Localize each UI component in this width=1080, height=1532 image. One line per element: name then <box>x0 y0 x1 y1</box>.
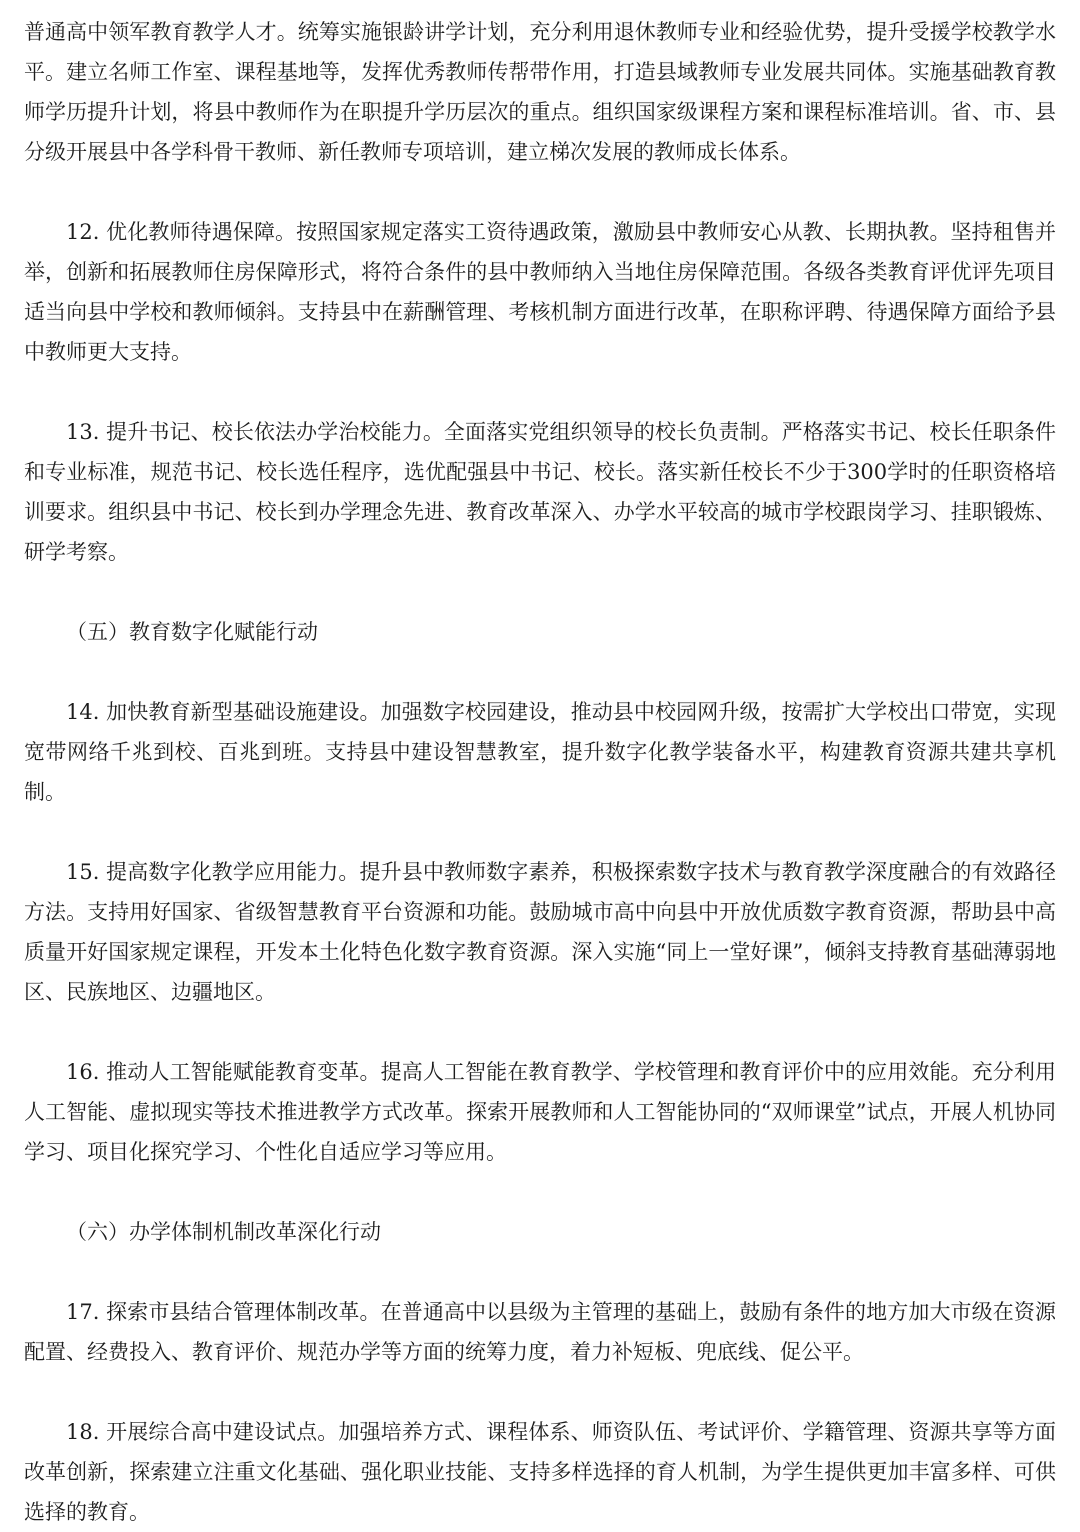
paragraph-item-16: 16. 推动人工智能赋能教育变革。提高人工智能在教育教学、学校管理和教育评价中的应用效能。充分利用人工智能、虚拟现实等技术推进教学方式改革。探索开展教师和人工智能协同的“双师课堂”试点，开展人机协同学习、项目化探究学习、个性化自适应学习等应用。 <box>24 1060 1056 1164</box>
paragraph-gap <box>24 572 1056 612</box>
paragraph-gap <box>24 1012 1056 1052</box>
paragraph-item-15: 15. 提高数字化教学应用能力。提升县中教师数字素养，积极探索数字技术与教育教学深度融合的有效路径方法。支持用好国家、省级智慧教育平台资源和功能。鼓励城市高中向县中开放优质数字教育资源，帮助县中高质量开好国家规定课程，开发本土化特色化数字教育资源。深入实施“同上一堂好课”，倾斜支持教育基础薄弱地区、民族地区、边疆地区。 <box>24 860 1056 1004</box>
paragraph-item-17: 17. 探索市县结合管理体制改革。在普通高中以县级为主管理的基础上，鼓励有条件的地方加大市级在资源配置、经费投入、教育评价、规范办学等方面的统筹力度，着力补短板、兜底线、促公平。 <box>24 1300 1056 1364</box>
paragraph-item-18: 18. 开展综合高中建设试点。加强培养方式、课程体系、师资队伍、考试评价、学籍管理、资源共享等方面改革创新，探索建立注重文化基础、强化职业技能、支持多样选择的育人机制，为学生提供更加丰富多样、可供选择的教育。 <box>24 1420 1056 1524</box>
top-spacer <box>24 0 1056 12</box>
paragraph-item-12: 12. 优化教师待遇保障。按照国家规定落实工资待遇政策，激励县中教师安心从教、长期执教。坚持租售并举，创新和拓展教师住房保障形式，将符合条件的县中教师纳入当地住房保障范围。各级各类教育评优评先项目适当向县中学校和教师倾斜。支持县中在薪酬管理、考核机制方面进行改革，在职称评聘、待遇保障方面给予县中教师更大支持。 <box>24 220 1056 364</box>
paragraph-gap <box>24 1252 1056 1292</box>
section-heading-five: （五）教育数字化赋能行动 <box>66 620 318 644</box>
paragraph-gap <box>24 1372 1056 1412</box>
paragraph-continuation: 普通高中领军教育教学人才。统筹实施银龄讲学计划，充分利用退休教师专业和经验优势，提升受援学校教学水平。建立名师工作室、课程基地等，发挥优秀教师传帮带作用，打造县域教师专业发展共同体。实施基础教育教师学历提升计划，将县中教师作为在职提升学历层次的重点。组织国家级课程方案和课程标准培训。省、市、县分级开展县中各学科骨干教师、新任教师专项培训，建立梯次发展的教师成长体系。 <box>24 20 1056 164</box>
paragraph-gap <box>24 652 1056 692</box>
document-body <box>24 0 1056 1532</box>
paragraph-item-14: 14. 加快教育新型基础设施建设。加强数字校园建设，推动县中校园网升级，按需扩大学校出口带宽，实现宽带网络千兆到校、百兆到班。支持县中建设智慧教室，提升数字化教学装备水平，构建教育资源共建共享机制。 <box>24 700 1056 804</box>
paragraph-gap <box>24 1172 1056 1212</box>
paragraph-gap <box>24 812 1056 852</box>
section-heading-six: （六）办学体制机制改革深化行动 <box>66 1220 381 1244</box>
paragraph-item-13: 13. 提升书记、校长依法办学治校能力。全面落实党组织领导的校长负责制。严格落实书记、校长任职条件和专业标准，规范书记、校长选任程序，选优配强县中书记、校长。落实新任校长不少于300学时的任职资格培训要求。组织县中书记、校长到办学理念先进、教育改革深入、办学水平较高的城市学校跟岗学习、挂职锻炼、研学考察。 <box>24 420 1056 564</box>
paragraph-gap <box>24 372 1056 412</box>
paragraph-gap <box>24 172 1056 212</box>
